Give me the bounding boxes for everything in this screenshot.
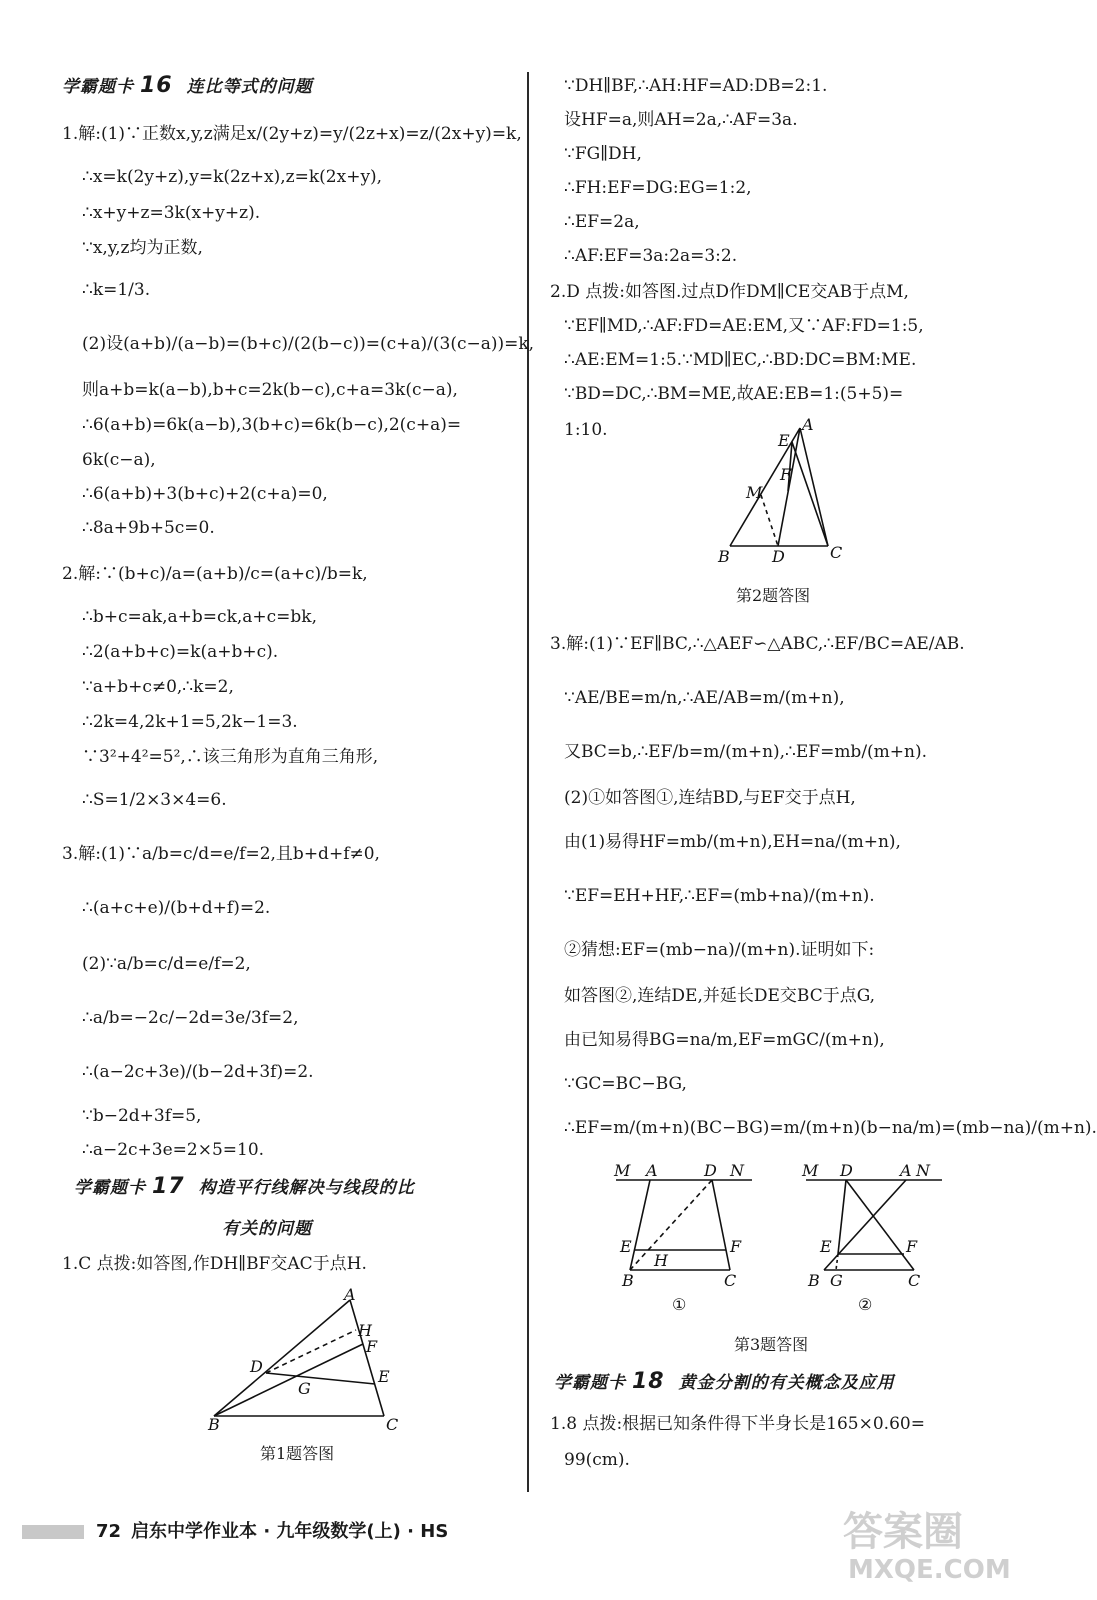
- card-label: 学霸题卡: [554, 1373, 626, 1393]
- text-line: ②猜想:EF=(mb−na)/(m+n).证明如下:: [564, 940, 875, 960]
- figure-1-caption: 第1题答图: [260, 1444, 335, 1463]
- label-b: B: [718, 547, 730, 566]
- text-line: (2)设(a+b)/(a−b)=(b+c)/(2(b−c))=(c+a)/(3(c−a))=k,: [82, 334, 535, 354]
- watermark-logo: 答案圈: [843, 1509, 963, 1555]
- text-line: 设HF=a,则AH=2a,∴AF=3a.: [564, 110, 798, 130]
- card-number: 18: [632, 1369, 665, 1394]
- label-c: C: [908, 1271, 921, 1290]
- text-line: ∴6(a+b)+3(b+c)+2(c+a)=0,: [82, 484, 328, 504]
- figure-3-sub-label-1: ①: [672, 1295, 687, 1314]
- page-number: 72: [96, 1521, 122, 1542]
- figure-2-caption: 第2题答图: [736, 586, 811, 605]
- text-line: 2.D 点拨:如答图.过点D作DM∥CE交AB于点M,: [550, 282, 909, 302]
- segment-ab: [630, 1180, 650, 1270]
- text-line: ∵EF=EH+HF,∴EF=(mb+na)/(m+n).: [564, 886, 875, 906]
- text-line: (2)∵a/b=c/d=e/f=2,: [82, 954, 251, 974]
- text-line: ∵AE/BE=m/n,∴AE/AB=m/(m+n),: [564, 688, 845, 708]
- figure-3-diagram-1: [612, 1160, 754, 1314]
- text-line: (2)①如答图①,连结BD,与EF交于点H,: [564, 788, 856, 808]
- text-line: ∵FG∥DH,: [564, 144, 642, 164]
- label-f: F: [906, 1237, 918, 1256]
- text-line: 1.C 点拨:如答图,作DH∥BF交AC于点H.: [62, 1254, 367, 1274]
- text-line: ∵GC=BC−BG,: [564, 1074, 687, 1094]
- text-line: ∴S=1/2×3×4=6.: [82, 790, 227, 810]
- label-c: C: [830, 543, 843, 562]
- text-line: ∴(a+c+e)/(b+d+f)=2.: [82, 898, 271, 918]
- label-m: M: [802, 1161, 819, 1180]
- card-title: 连比等式的问题: [186, 77, 313, 97]
- label-d: D: [840, 1161, 853, 1180]
- segment-md-dashed: [761, 495, 778, 546]
- label-n: N: [730, 1161, 744, 1180]
- text-line: ∴b+c=ak,a+b=ck,a+c=bk,: [82, 607, 318, 627]
- text-line: ∴k=1/3.: [82, 280, 151, 300]
- label-c: C: [724, 1271, 737, 1290]
- segment-ab: [824, 1180, 906, 1270]
- label-b: B: [208, 1415, 220, 1434]
- text-line: ∴a/b=−2c/−2d=3e/3f=2,: [82, 1008, 299, 1028]
- text-line: ∴8a+9b+5c=0.: [82, 518, 215, 538]
- label-f: F: [366, 1337, 378, 1356]
- label-c: C: [386, 1415, 399, 1434]
- label-m: M: [746, 483, 763, 502]
- segment-ba: [214, 1300, 350, 1416]
- card-16-heading: [62, 74, 313, 99]
- text-line: 则a+b=k(a−b),b+c=2k(b−c),c+a=3k(c−a),: [82, 380, 458, 400]
- text-line: 1.解:(1)∵正数x,y,z满足x/(2y+z)=y/(2z+x)=z/(2x+y)=k,: [62, 124, 522, 144]
- figure-1-diagram: [200, 1285, 410, 1434]
- text-line: ∴AF:EF=3a:2a=3:2.: [564, 246, 738, 266]
- label-n: N: [916, 1161, 930, 1180]
- label-a: A: [900, 1161, 912, 1180]
- label-h: H: [358, 1321, 372, 1340]
- label-a: A: [646, 1161, 658, 1180]
- label-b: B: [808, 1271, 820, 1290]
- segment-ec: [792, 442, 828, 546]
- text-line: ∴x+y+z=3k(x+y+z).: [82, 203, 261, 223]
- card-17-heading: [74, 1175, 415, 1200]
- label-h: H: [654, 1251, 668, 1270]
- label-e: E: [820, 1237, 832, 1256]
- text-line: 3.解:(1)∵EF∥BC,∴△AEF∽△ABC,∴EF/BC=AE/AB.: [550, 634, 965, 654]
- label-d: D: [772, 547, 785, 566]
- text-line: ∵3²+4²=5²,∴该三角形为直角三角形,: [82, 747, 379, 767]
- segment-de: [838, 1180, 846, 1254]
- figure-3-caption: 第3题答图: [734, 1335, 809, 1354]
- figure-2-diagram: [716, 415, 856, 566]
- label-g: G: [298, 1379, 311, 1398]
- text-line: ∴(a−2c+3e)/(b−2d+3f)=2.: [82, 1062, 314, 1082]
- text-line: 如答图②,连结DE,并延长DE交BC于点G,: [564, 986, 876, 1006]
- footer-bar: [22, 1525, 84, 1539]
- text-line: ∵a+b+c≠0,∴k=2,: [82, 677, 234, 697]
- segment-ac: [350, 1300, 384, 1416]
- text-line: 3.解:(1)∵a/b=c/d=e/f=2,且b+d+f≠0,: [62, 844, 380, 864]
- text-line: 由已知易得BG=na/m,EF=mGC/(m+n),: [564, 1030, 885, 1050]
- label-g: G: [830, 1271, 843, 1290]
- card-18-heading: [554, 1370, 895, 1395]
- text-line: ∴2k=4,2k+1=5,2k−1=3.: [82, 712, 298, 732]
- page-footer: [22, 1517, 448, 1543]
- text-line: 1.8 点拨:根据已知条件得下半身长是165×0.60=: [550, 1414, 925, 1434]
- label-e: E: [378, 1367, 390, 1386]
- segment-bd-dashed: [630, 1180, 712, 1270]
- label-a: A: [802, 415, 814, 434]
- card-label: 学霸题卡: [74, 1178, 146, 1198]
- segment-ac: [800, 428, 828, 546]
- label-f: F: [780, 465, 792, 484]
- text-line: ∴a−2c+3e=2×5=10.: [82, 1140, 265, 1160]
- text-line: 99(cm).: [564, 1450, 630, 1470]
- text-line: ∵b−2d+3f=5,: [82, 1106, 202, 1126]
- text-line: ∴EF=m/(m+n)(BC−BG)=m/(m+n)(b−na/m)=(mb−na)/(m+n).: [564, 1118, 1097, 1138]
- book-title: 启东中学作业本 · 九年级数学(上) · HS: [131, 1521, 449, 1542]
- label-a: A: [344, 1285, 356, 1304]
- card-number: 17: [152, 1174, 185, 1199]
- card-title: 黄金分割的有关概念及应用: [678, 1373, 895, 1393]
- text-line: ∵BD=DC,∴BM=ME,故AE:EB=1:(5+5)=: [564, 384, 904, 404]
- text-line: ∴FH:EF=DG:EG=1:2,: [564, 178, 752, 198]
- text-line: ∴6(a+b)=6k(a−b),3(b+c)=6k(b−c),2(c+a)=: [82, 415, 462, 435]
- text-line: ∴AE:EM=1:5.∵MD∥EC,∴BD:DC=BM:ME.: [564, 350, 917, 370]
- text-line: ∵DH∥BF,∴AH:HF=AD:DB=2:1.: [564, 76, 828, 96]
- watermark-site: MXQE.COM: [848, 1555, 1011, 1585]
- segment-dc: [712, 1180, 730, 1270]
- card-17-heading-cont: 有关的问题: [222, 1219, 312, 1239]
- text-line: ∴EF=2a,: [564, 212, 640, 232]
- text-line: 2.解:∵(b+c)/a=(a+b)/c=(a+c)/b=k,: [62, 564, 368, 584]
- figure-3-diagram-2: [802, 1160, 944, 1314]
- text-line: 由(1)易得HF=mb/(m+n),EH=na/(m+n),: [564, 832, 901, 852]
- column-divider: [527, 72, 529, 1492]
- label-m: M: [614, 1161, 631, 1180]
- text-line: 1:10.: [564, 420, 608, 440]
- label-b: B: [622, 1271, 634, 1290]
- text-line: ∵EF∥MD,∴AF:FD=AE:EM,又∵AF:FD=1:5,: [564, 316, 924, 336]
- card-label: 学霸题卡: [62, 77, 134, 97]
- text-line: ∵x,y,z均为正数,: [82, 238, 203, 258]
- figure-3-sub-label-2: ②: [858, 1295, 873, 1314]
- text-line: ∴x=k(2y+z),y=k(2z+x),z=k(2x+y),: [82, 167, 383, 187]
- card-number: 16: [140, 73, 173, 98]
- text-line: 又BC=b,∴EF/b=m/(m+n),∴EF=mb/(m+n).: [564, 742, 928, 762]
- card-title: 构造平行线解决与线段的比: [198, 1178, 415, 1198]
- text-line: ∴2(a+b+c)=k(a+b+c).: [82, 642, 279, 662]
- label-e: E: [620, 1237, 632, 1256]
- label-e: E: [778, 431, 790, 450]
- label-f: F: [730, 1237, 742, 1256]
- segment-dc: [846, 1180, 914, 1270]
- text-line: 6k(c−a),: [82, 450, 156, 470]
- label-d: D: [250, 1357, 263, 1376]
- segment-dh-dashed: [266, 1330, 356, 1373]
- label-d: D: [704, 1161, 717, 1180]
